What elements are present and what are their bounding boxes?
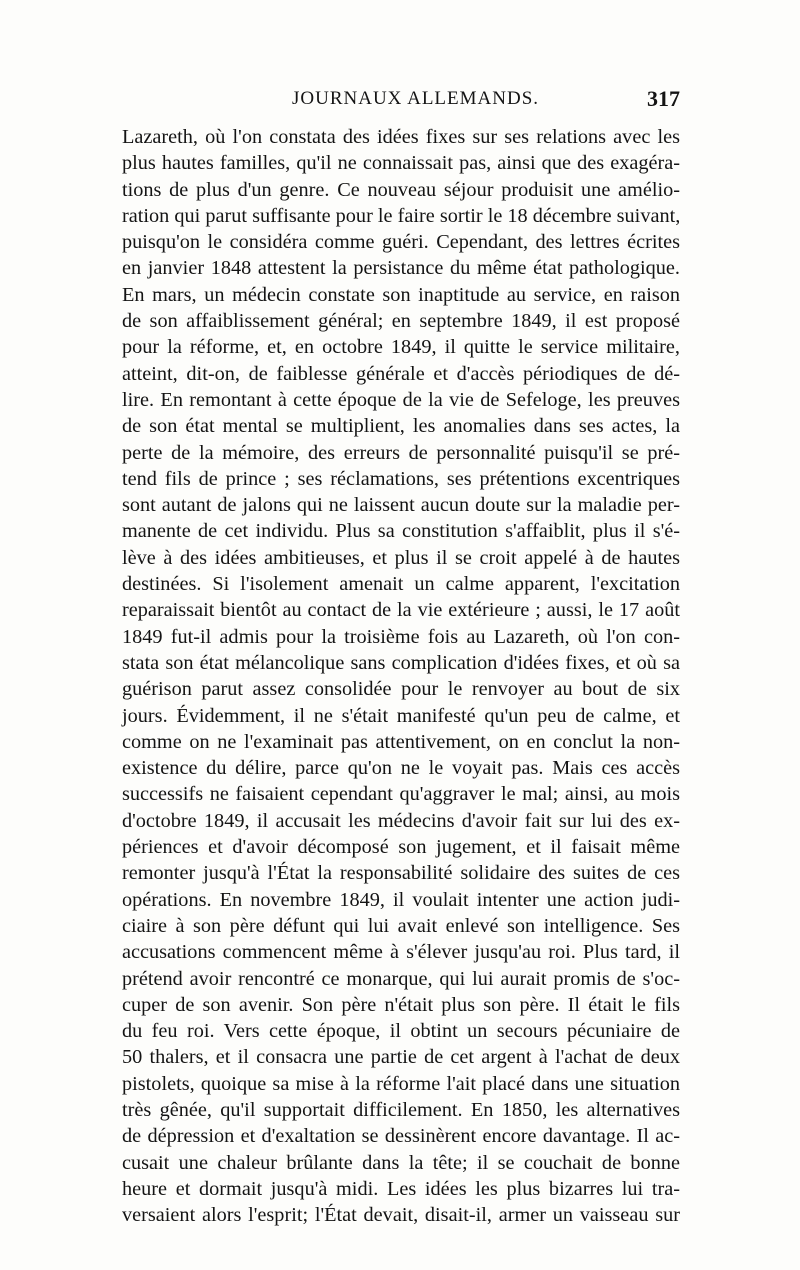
text-line: cuper de son avenir. Son père n'était plus son père. Il était le fils	[122, 993, 680, 1016]
body-text	[122, 124, 680, 1228]
text-line: 1849 fut-il admis pour la troisième fois au Lazareth, où l'on con-	[122, 625, 680, 648]
text-line: puisqu'on le considéra comme guéri. Cependant, des lettres écrites	[122, 231, 680, 254]
text-line: périences et d'avoir décomposé son jugement, et il faisait même	[122, 836, 680, 859]
text-line: heure et dormait jusqu'à midi. Les idées les plus bizarres lui tra-	[122, 1177, 680, 1200]
text-line: très gênée, qu'il supportait difficilement. En 1850, les alternatives	[122, 1098, 680, 1121]
text-line: jours. Évidemment, il ne s'était manifesté qu'un peu de calme, et	[122, 704, 680, 727]
text-line: en janvier 1848 attestent la persistance du même état pathologique.	[122, 257, 680, 280]
running-header	[122, 88, 680, 116]
text-line: En mars, un médecin constate son inaptitude au service, en raison	[122, 283, 680, 306]
text-line: successifs ne faisaient cependant qu'aggraver le mal; ainsi, au mois	[122, 783, 680, 806]
text-line: Lazareth, où l'on constata des idées fixes sur ses relations avec les	[122, 126, 680, 148]
running-title: JOURNAUX ALLEMANDS.	[292, 88, 540, 109]
text-line: comme on ne l'examinait pas attentivement, on en conclut la non-	[122, 730, 680, 753]
text-line: destinées. Si l'isolement amenait un calme apparent, l'excitation	[122, 573, 680, 596]
text-line: cusait une chaleur brûlante dans la tête; il se couchait de bonne	[122, 1151, 680, 1174]
text-line: prétend avoir rencontré ce monarque, qui lui aurait promis de s'oc-	[122, 967, 680, 990]
text-line: du feu roi. Vers cette époque, il obtint un secours pécuniaire de	[122, 1020, 680, 1043]
text-line: lève à des idées ambitieuses, et plus il se croit appelé à de hautes	[122, 546, 680, 569]
text-line: manente de cet individu. Plus sa constitution s'affaiblit, plus il s'é-	[122, 520, 680, 543]
text-line: stata son état mélancolique sans complication d'idées fixes, et où sa	[122, 651, 680, 674]
text-line: remonter jusqu'à l'État la responsabilité solidaire des suites de ces	[122, 862, 680, 885]
text-line: opérations. En novembre 1849, il voulait intenter une action judi-	[122, 888, 680, 911]
text-line: ciaire à son père défunt qui lui avait enlevé son intelligence. Ses	[122, 914, 680, 937]
text-line: perte de la mémoire, des erreurs de personnalité puisqu'il se pré-	[122, 441, 680, 464]
page-number: 317	[647, 86, 680, 111]
text-line: versaient alors l'esprit; l'État devait, disait-il, armer un vaisseau sur	[122, 1204, 680, 1227]
text-line: ration qui parut suffisante pour le faire sortir le 18 décembre suivant,	[122, 204, 681, 227]
text-line: lire. En remontant à cette époque de la vie de Sefeloge, les preuves	[122, 388, 680, 411]
text-line: de son affaiblissement général; en septembre 1849, il est proposé	[122, 310, 680, 333]
text-line: de dépression et d'exaltation se dessinèrent encore davantage. Il ac-	[122, 1125, 680, 1148]
text-line: plus hautes familles, qu'il ne connaissait pas, ainsi que des exagéra-	[122, 152, 680, 175]
text-line: accusations commencent même à s'élever jusqu'au roi. Plus tard, il	[122, 941, 680, 964]
text-line: atteint, dit-on, de faiblesse générale et d'accès périodiques de dé-	[122, 362, 680, 385]
text-line: 50 thalers, et il consacra une partie de cet argent à l'achat de deux	[122, 1046, 680, 1069]
text-line: sont autant de jalons qui ne laissent aucun doute sur la maladie per-	[122, 494, 680, 517]
text-line: tions de plus d'un genre. Ce nouveau séjour produisit une amélio-	[122, 178, 680, 201]
text-line: pistolets, quoique sa mise à la réforme l'ait placé dans une situation	[122, 1072, 680, 1095]
text-line: pour la réforme, et, en octobre 1849, il quitte le service militaire,	[122, 336, 680, 359]
text-line: reparaissait bientôt au contact de la vie extérieure ; aussi, le 17 août	[122, 599, 680, 622]
text-line: tend fils de prince ; ses réclamations, ses prétentions excentriques	[122, 467, 680, 490]
text-line: de son état mental se multiplient, les anomalies dans ses actes, la	[122, 415, 680, 438]
text-line: guérison parut assez consolidée pour le renvoyer au bout de six	[122, 678, 680, 701]
text-line: d'octobre 1849, il accusait les médecins d'avoir fait sur lui des ex-	[122, 809, 680, 832]
text-line: existence du délire, parce qu'on ne le voyait pas. Mais ces accès	[122, 757, 680, 780]
